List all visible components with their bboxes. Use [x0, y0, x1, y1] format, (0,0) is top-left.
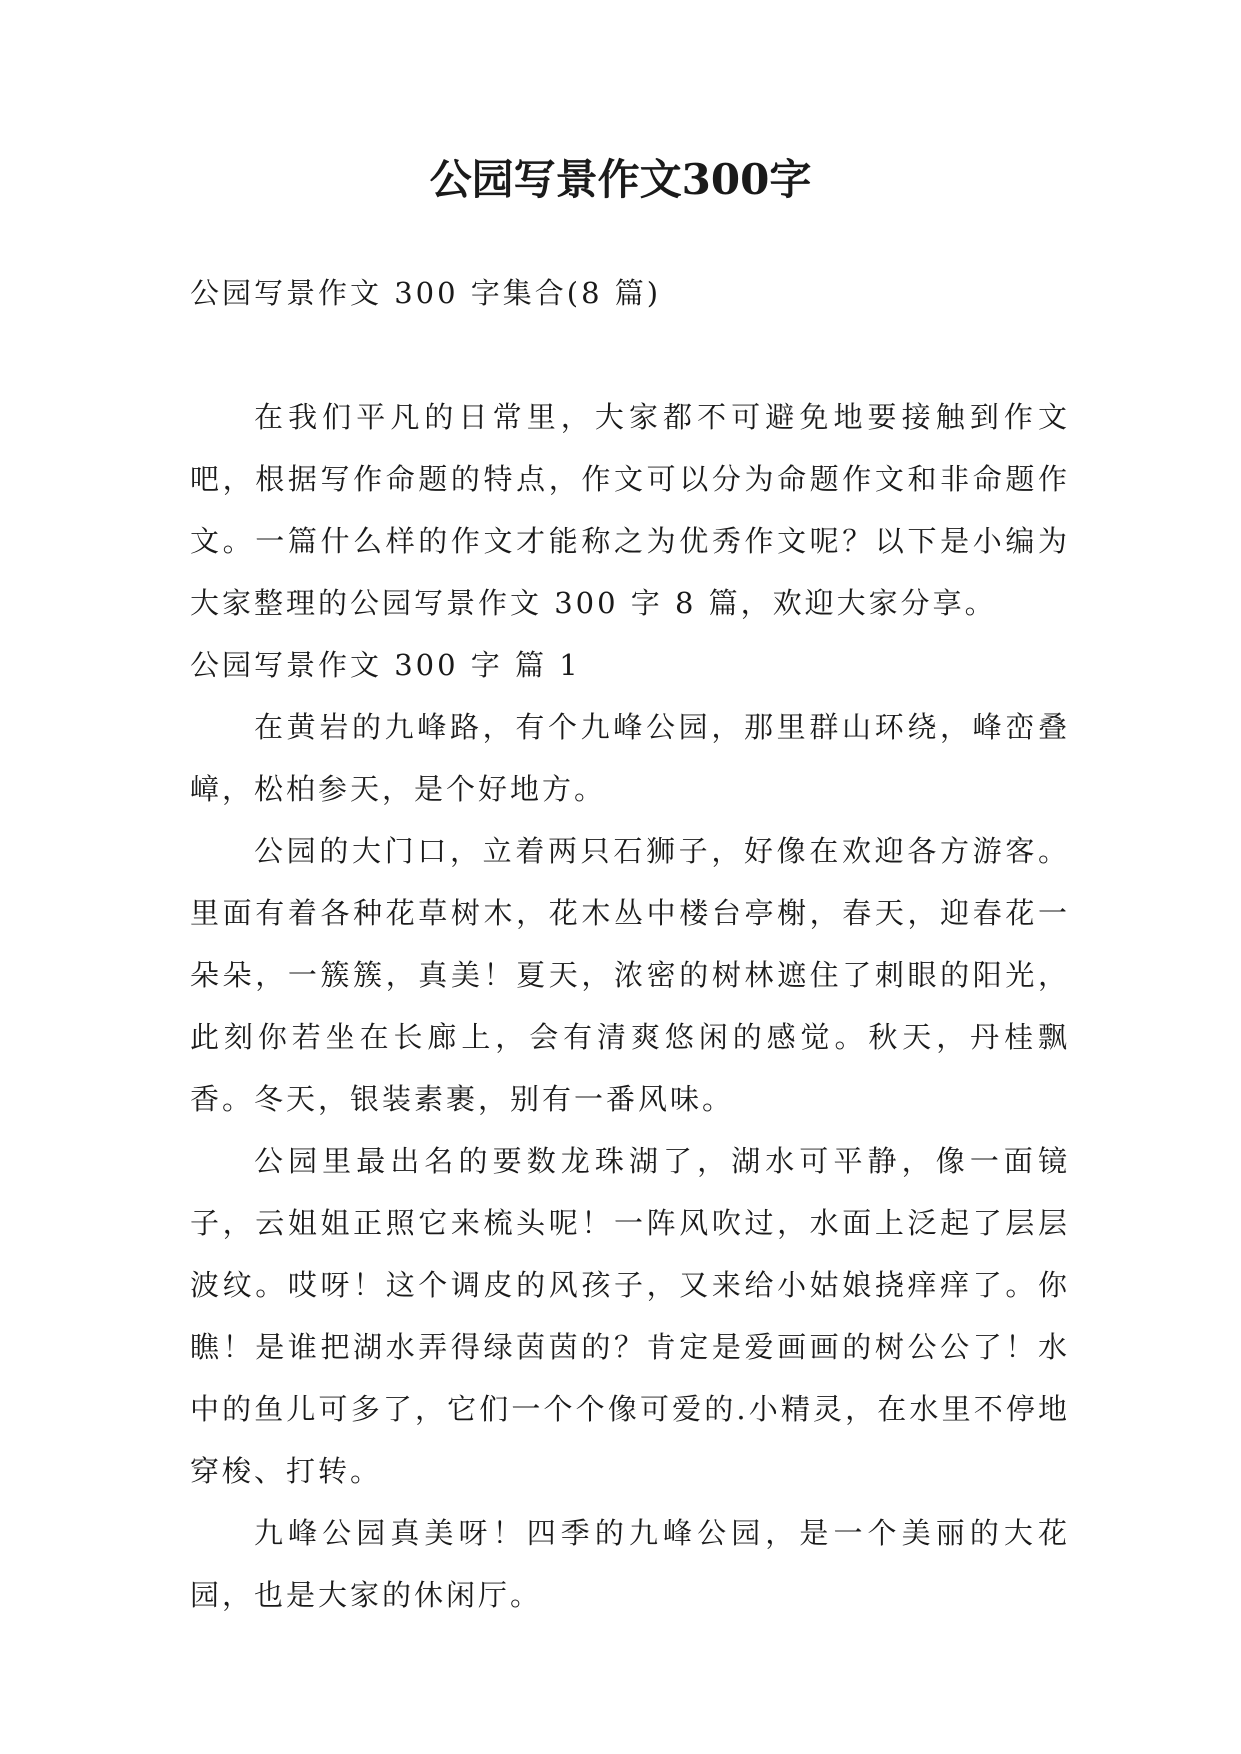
- body-paragraph: 公园的大门口，立着两只石狮子，好像在欢迎各方游客。里面有着各种花草树木，花木丛中楼台亭榭，春天，迎春花一朵朵，一簇簇，真美！夏天，浓密的树林遮住了刺眼的阳光，此刻你若坐在长廊上，会有清爽悠闲的感觉。秋天，丹桂飘香。冬天，银装素裹，别有一番风味。: [190, 834, 1070, 1116]
- document-subtitle: 公园写景作文 300 字集合(8 篇): [190, 276, 662, 310]
- document-title: 公园写景作文300字: [429, 155, 812, 204]
- body-paragraph: 公园里最出名的要数龙珠湖了，湖水可平静，像一面镜子，云姐姐正照它来梳头呢！一阵风吹过，水面上泛起了层层波纹。哎呀！这个调皮的风孩子，又来给小姑娘挠痒痒了。你瞧！是谁把湖水弄得绿茵茵的？肯定是爱画画的树公公了！水中的鱼儿可多了，它们一个个像可爱的.小精灵，在水里不停地穿梭、打转。: [190, 1144, 1070, 1488]
- body-paragraph: 在黄岩的九峰路，有个九峰公园，那里群山环绕，峰峦叠嶂，松柏参天，是个好地方。: [190, 710, 1070, 806]
- section-heading: 公园写景作文 300 字 篇 1: [190, 648, 581, 682]
- document-body: [190, 262, 1070, 1626]
- body-paragraph: 九峰公园真美呀！四季的九峰公园，是一个美丽的大花园，也是大家的休闲厅。: [190, 1516, 1070, 1612]
- intro-paragraph: 在我们平凡的日常里，大家都不可避免地要接触到作文吧，根据写作命题的特点，作文可以分为命题作文和非命题作文。一篇什么样的作文才能称之为优秀作文呢？以下是小编为大家整理的公园写景作文 300 字 8 篇，欢迎大家分享。: [190, 400, 1070, 620]
